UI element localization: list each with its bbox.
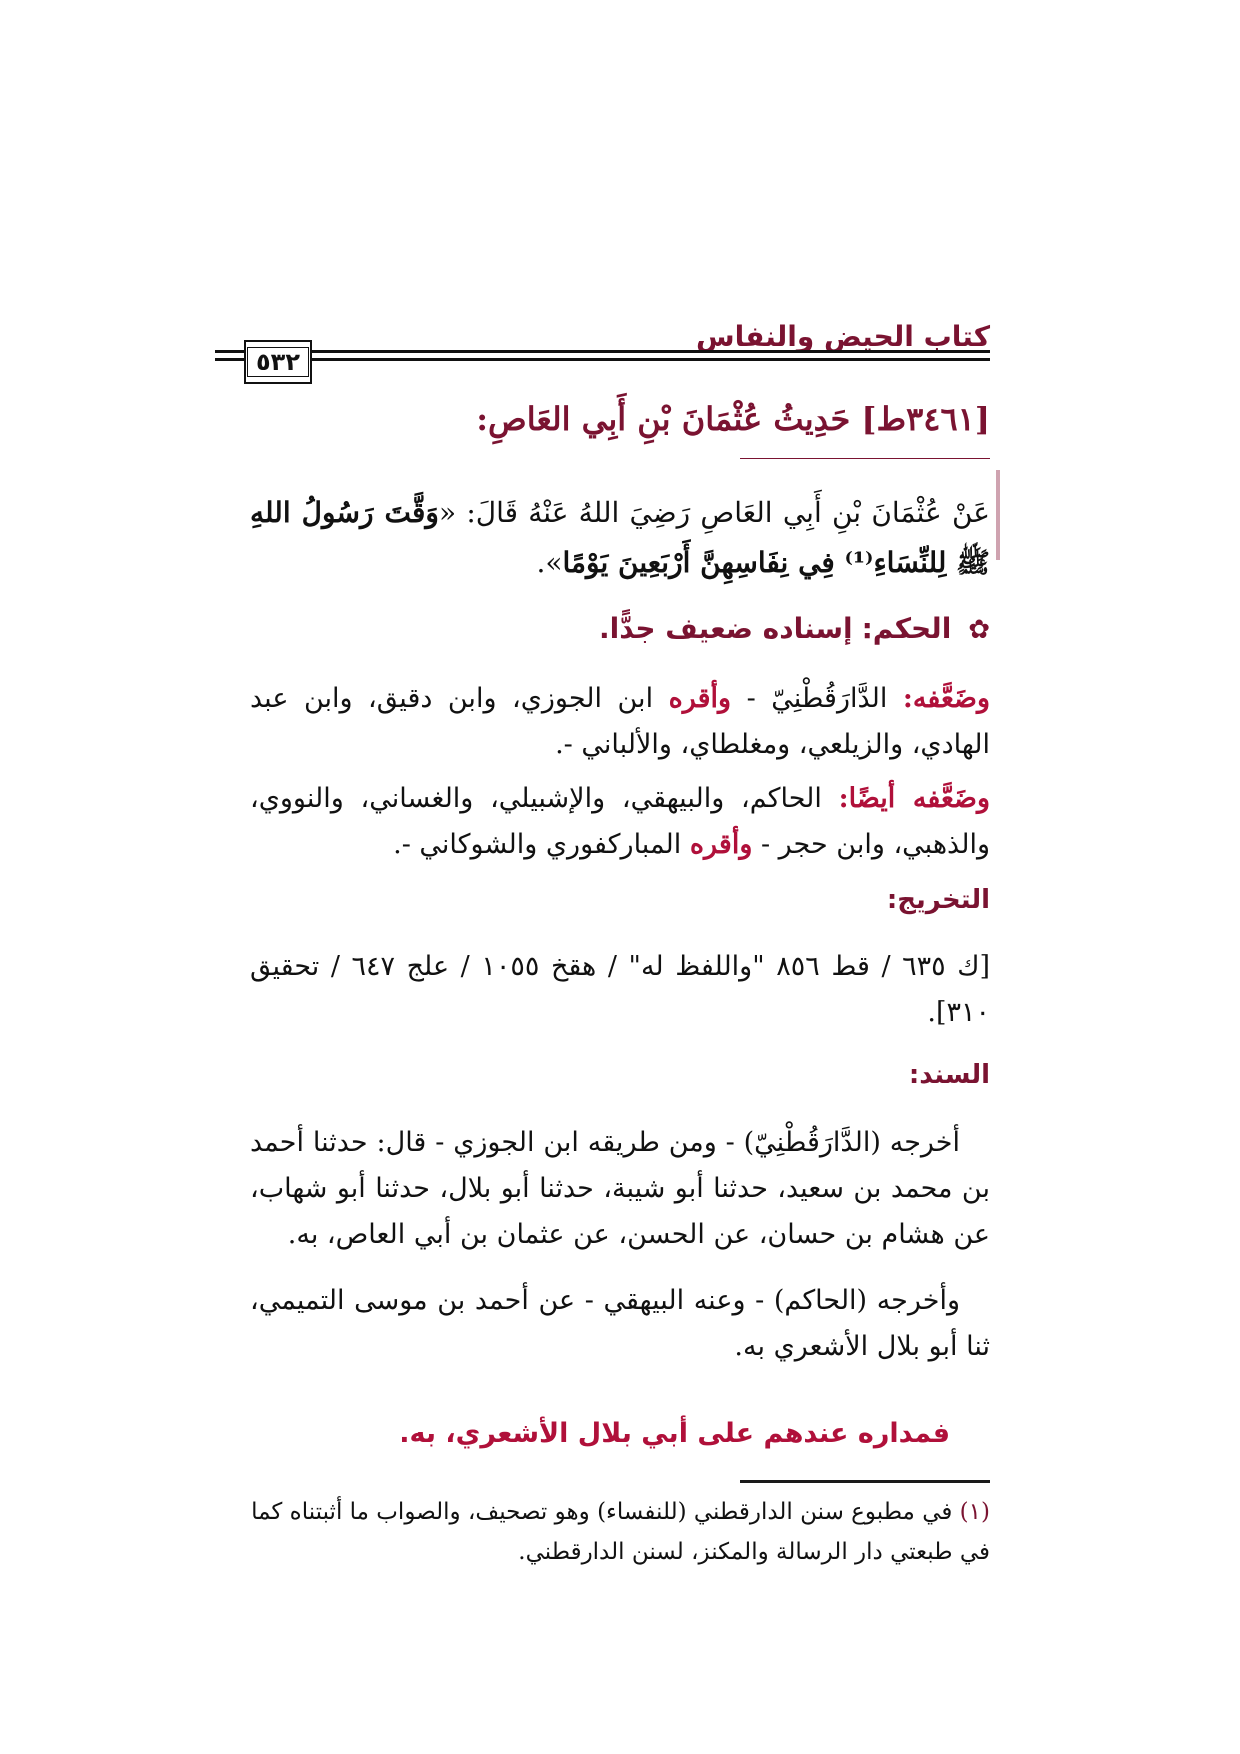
weakened-also-text-2: المباركفوري والشوكاني -.: [393, 829, 690, 860]
ruling-text: إسناده ضعيف جدًّا.: [598, 612, 853, 645]
matn-end: ».: [536, 546, 563, 579]
takhrij-heading: التخريج:: [886, 885, 990, 915]
footnote-number: (١): [959, 1499, 990, 1525]
weakened-also-label: وضَعَّفه أيضًا:: [838, 783, 990, 814]
ruling-line: [599, 612, 990, 645]
footnote: [250, 1492, 990, 1572]
footnote-rule: [740, 1480, 990, 1483]
weakened-label: وضَعَّفه:: [902, 683, 990, 714]
sanad-paragraph-2: وأخرجه (الحاكم) - وعنه البيهقي - عن أحمد بن موسى التميمي، ثنا أبو بلال الأشعري به.: [250, 1285, 990, 1362]
weakened-also-text-1: الحاكم، والبيهقي، والإشبيلي، والغساني، والنووي، والذهبي، وابن حجر -: [250, 783, 990, 860]
takhrij-text: [ك ٦٣٥ / قط ٨٥٦ "واللفظ له" / هقخ ١٠٥٥ / علج ٦٤٧ / تحقيق ٣١٠].: [250, 951, 991, 1028]
title-underline: [740, 458, 990, 459]
matn-corner-ornament: [996, 470, 1000, 560]
aqarrahu-1: وأقره: [668, 683, 732, 714]
conclusion: فمداره عندهم على أبي بلال الأشعري، به.: [399, 1418, 950, 1449]
weakened-paragraph: [250, 676, 990, 768]
page-number: ٥٣٢: [247, 347, 309, 377]
header-rule-bottom: [300, 358, 990, 361]
hadith-title: [٣٤٦١ط] حَدِيثُ عُثْمَانَ بْنِ أَبِي العَاصِ:: [476, 400, 990, 438]
weakened-text-1: الدَّارَقُطْنِيّ -: [731, 683, 888, 714]
weakened-text-2: ابن الجوزي، وابن دقيق، وابن عبد الهادي، والزيلعي، ومغلطاي، والألباني -.: [250, 683, 990, 760]
running-title: كتاب الحيض والنفاس: [695, 320, 990, 353]
page-number-box: [244, 340, 312, 384]
aqarrahu-2: وأقره: [689, 829, 753, 860]
matn-text: وَقَّتَ رَسُولُ اللهِ ﷺ لِلنِّسَاءِ⁽¹⁾ فِي نِفَاسِهِنَّ أَرْبَعِينَ يَوْمًا: [250, 496, 990, 579]
sanad-heading: السند:: [908, 1060, 990, 1090]
hadith-matn: [250, 488, 990, 588]
ruling-label: الحكم:: [861, 612, 952, 645]
header-rule-top: [300, 350, 990, 353]
sanad-paragraph-1: أخرجه (الدَّارَقُطْنِيّ) - ومن طريقه ابن الجوزي - قال: حدثنا أحمد بن محمد بن سعيد، حدثنا أبو شيبة، حدثنا أبو بلال، حدثنا أبو شهاب، عن هشام بن حسان، عن الحسن، عن عثمان بن أبي العاص، به.: [250, 1127, 990, 1250]
weakened-also-paragraph: [250, 776, 990, 868]
matn-intro: عَنْ عُثْمَانَ بْنِ أَبِي العَاصِ رَضِيَ اللهُ عَنْهُ قَالَ: «: [438, 496, 991, 529]
footnote-text: في مطبوع سنن الدارقطني (للنفساء) وهو تصحيف، والصواب ما أثبتناه كما في طبعتي دار الرسالة والمكنز، لسنن الدارقطني.: [251, 1499, 990, 1565]
flower-ornament-icon: ✿: [968, 615, 990, 645]
